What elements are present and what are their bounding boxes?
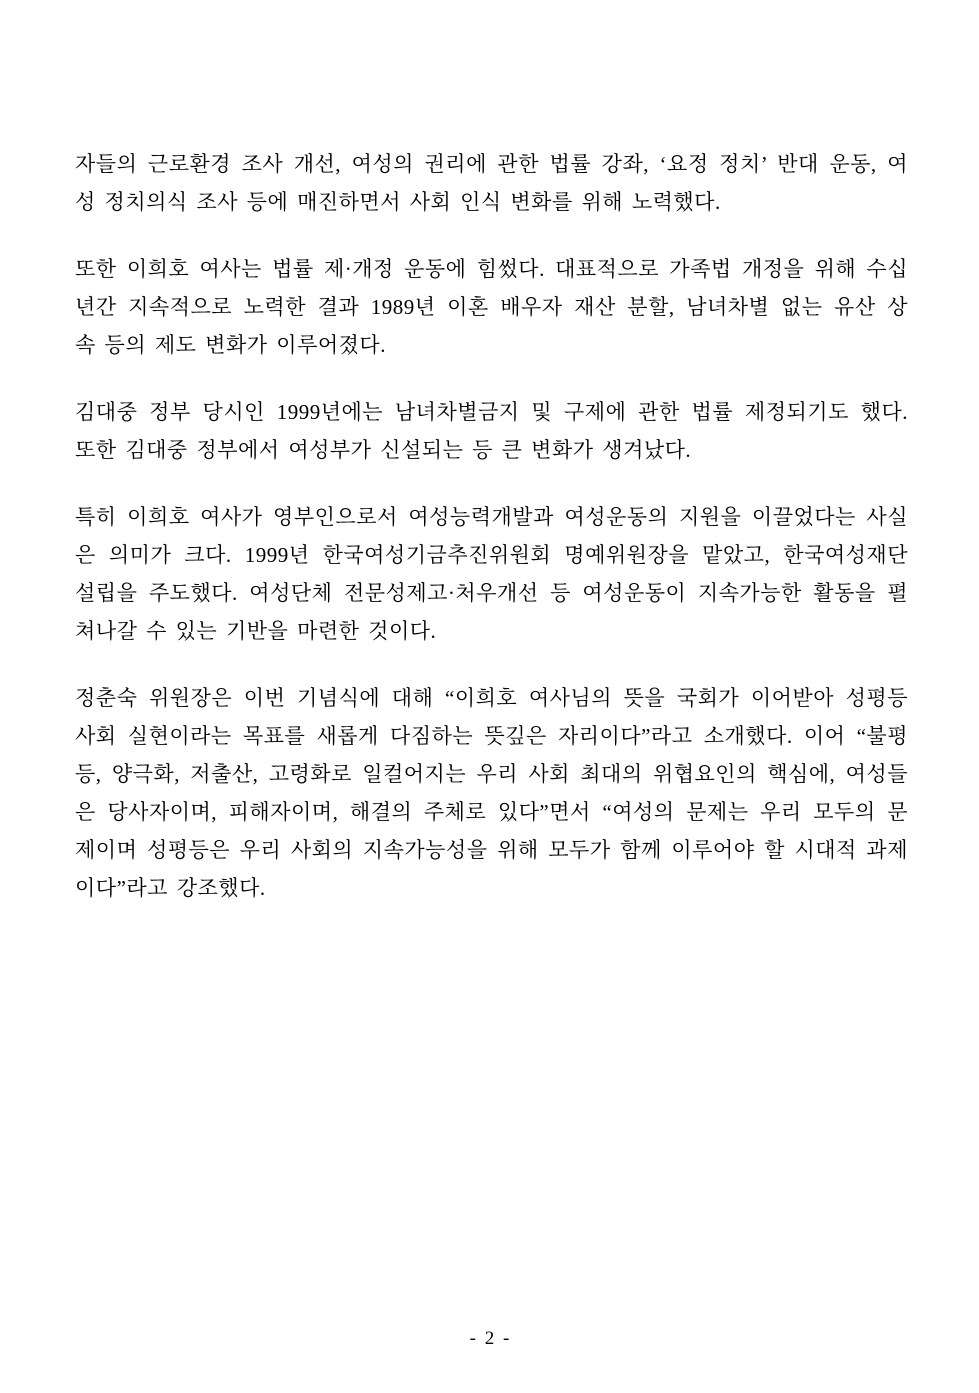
paragraph-2 bbox=[75, 250, 908, 364]
text-line: 또한 이희호 여사는 법률 제·개정 운동에 힘썼다. 대표적으로 가족법 개정을 위해 수십 bbox=[75, 257, 908, 281]
text-line: 은 의미가 크다. 1999년 한국여성기금추진위원회 명예위원장을 맡았고, 한국여성재단 bbox=[75, 543, 908, 567]
text-line: 이다”라고 강조했다. bbox=[75, 876, 266, 900]
text-line: 쳐나갈 수 있는 기반을 마련한 것이다. bbox=[75, 619, 437, 643]
text-line: 김대중 정부 당시인 1999년에는 남녀차별금지 및 구제에 관한 법률 제정되기도 했다. bbox=[75, 400, 908, 424]
text-line: 은 당사자이며, 피해자이며, 해결의 주체로 있다”면서 “여성의 문제는 우리 모두의 문 bbox=[75, 800, 908, 824]
text-line: 특히 이희호 여사가 영부인으로서 여성능력개발과 여성운동의 지원을 이끌었다는 사실 bbox=[75, 505, 908, 529]
text-line: 속 등의 제도 변화가 이루어졌다. bbox=[75, 333, 386, 357]
document-body bbox=[75, 145, 908, 936]
paragraph-3 bbox=[75, 393, 908, 469]
text-line: 정춘숙 위원장은 이번 기념식에 대해 “이희호 여사님의 뜻을 국회가 이어받아 성평등 bbox=[75, 686, 908, 710]
text-line: 또한 김대중 정부에서 여성부가 신설되는 등 큰 변화가 생겨났다. bbox=[75, 438, 692, 462]
text-line: 제이며 성평등은 우리 사회의 지속가능성을 위해 모두가 함께 이루어야 할 시대적 과제 bbox=[75, 838, 908, 862]
text-line: 사회 실현이라는 목표를 새롭게 다짐하는 뜻깊은 자리이다”라고 소개했다. 이어 “불평 bbox=[75, 724, 908, 748]
text-line: 년간 지속적으로 노력한 결과 1989년 이혼 배우자 재산 분할, 남녀차별 없는 유산 상 bbox=[75, 295, 908, 319]
paragraph-5 bbox=[75, 679, 908, 907]
text-line: 성 정치의식 조사 등에 매진하면서 사회 인식 변화를 위해 노력했다. bbox=[75, 190, 721, 214]
text-line: 등, 양극화, 저출산, 고령화로 일컬어지는 우리 사회 최대의 위협요인의 핵심에, 여성들 bbox=[75, 762, 908, 786]
text-line: 자들의 근로환경 조사 개선, 여성의 권리에 관한 법률 강좌, ‘요정 정치’ 반대 운동, 여 bbox=[75, 152, 908, 176]
paragraph-1 bbox=[75, 145, 908, 221]
page-number: - 2 - bbox=[469, 1328, 510, 1349]
paragraph-4 bbox=[75, 498, 908, 650]
text-line: 설립을 주도했다. 여성단체 전문성제고·처우개선 등 여성운동이 지속가능한 활동을 펼 bbox=[75, 581, 908, 605]
